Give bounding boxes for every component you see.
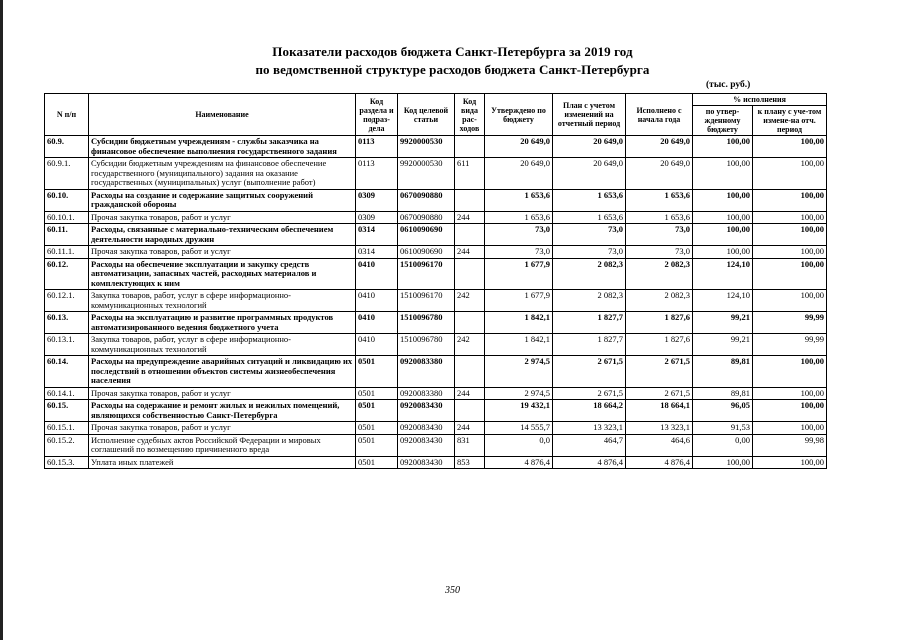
row-pct-plan: 100,00	[753, 211, 827, 224]
row-pct-approved: 100,00	[693, 158, 753, 190]
row-number: 60.11.	[45, 224, 89, 246]
row-section-code: 0309	[356, 211, 398, 224]
row-section-code: 0410	[356, 290, 398, 312]
row-pct-plan: 100,00	[753, 258, 827, 290]
row-type-code	[455, 356, 485, 388]
row-executed: 1 653,6	[626, 211, 693, 224]
budget-table	[44, 93, 827, 469]
row-target-code: 9920000530	[398, 136, 455, 158]
row-planned: 1 653,6	[553, 211, 626, 224]
row-section-code: 0501	[356, 422, 398, 435]
row-target-code: 1510096170	[398, 258, 455, 290]
row-pct-plan: 100,00	[753, 158, 827, 190]
row-pct-approved: 91,53	[693, 422, 753, 435]
row-name: Расходы на создание и содержание защитных сооружений гражданской обороны	[89, 189, 356, 211]
row-number: 60.15.1.	[45, 422, 89, 435]
header-type: Код вида рас-ходов	[455, 94, 485, 136]
table-row	[45, 189, 827, 211]
row-pct-approved: 100,00	[693, 136, 753, 158]
row-planned: 2 671,5	[553, 387, 626, 400]
row-type-code: 611	[455, 158, 485, 190]
row-number: 60.15.	[45, 400, 89, 422]
table-row	[45, 246, 827, 259]
row-number: 60.13.	[45, 312, 89, 334]
row-pct-plan: 100,00	[753, 400, 827, 422]
row-executed: 13 323,1	[626, 422, 693, 435]
row-planned: 2 082,3	[553, 290, 626, 312]
table-row	[45, 356, 827, 388]
table-row	[45, 211, 827, 224]
row-name: Расходы на содержание и ремонт жилых и нежилых помещений, являющихся собственностью Санкт-Петербурга	[89, 400, 356, 422]
row-section-code: 0113	[356, 158, 398, 190]
row-target-code: 0670090880	[398, 189, 455, 211]
row-pct-approved: 100,00	[693, 246, 753, 259]
row-executed: 2 082,3	[626, 258, 693, 290]
page-number: 350	[445, 585, 460, 596]
row-section-code: 0501	[356, 434, 398, 456]
row-planned: 73,0	[553, 224, 626, 246]
row-number: 60.15.2.	[45, 434, 89, 456]
row-section-code: 0501	[356, 400, 398, 422]
row-pct-approved: 99,21	[693, 312, 753, 334]
row-planned: 1 653,6	[553, 189, 626, 211]
row-pct-approved: 89,81	[693, 356, 753, 388]
row-approved: 1 677,9	[485, 290, 553, 312]
row-type-code: 831	[455, 434, 485, 456]
row-number: 60.13.1.	[45, 334, 89, 356]
row-number: 60.11.1.	[45, 246, 89, 259]
row-type-code	[455, 189, 485, 211]
row-approved: 1 677,9	[485, 258, 553, 290]
row-approved: 14 555,7	[485, 422, 553, 435]
row-target-code: 0670090880	[398, 211, 455, 224]
row-name: Расходы на эксплуатацию и развитие программных продуктов автоматизированного ведения бюджетного учета	[89, 312, 356, 334]
row-name: Закупка товаров, работ, услуг в сфере информационно-коммуникационных технологий	[89, 334, 356, 356]
row-pct-plan: 100,00	[753, 387, 827, 400]
row-number: 60.14.	[45, 356, 89, 388]
header-target: Код целевой статьи	[398, 94, 455, 136]
row-planned: 20 649,0	[553, 158, 626, 190]
row-planned: 4 876,4	[553, 456, 626, 469]
scan-edge	[0, 0, 3, 640]
row-section-code: 0410	[356, 312, 398, 334]
row-approved: 2 974,5	[485, 356, 553, 388]
row-type-code: 242	[455, 290, 485, 312]
row-planned: 2 082,3	[553, 258, 626, 290]
row-number: 60.14.1.	[45, 387, 89, 400]
row-number: 60.12.	[45, 258, 89, 290]
row-name: Исполнение судебных актов Российской Федерации и мировых соглашений по возмещению причиненного вреда	[89, 434, 356, 456]
row-pct-plan: 99,99	[753, 312, 827, 334]
document-title: Показатели расходов бюджета Санкт-Петербурга за 2019 год	[272, 44, 633, 59]
row-target-code: 0610090690	[398, 224, 455, 246]
row-number: 60.9.	[45, 136, 89, 158]
row-type-code	[455, 258, 485, 290]
row-executed: 73,0	[626, 224, 693, 246]
table-row	[45, 422, 827, 435]
row-approved: 19 432,1	[485, 400, 553, 422]
row-planned: 464,7	[553, 434, 626, 456]
header-section: Код раздела и подраз-дела	[356, 94, 398, 136]
row-executed: 20 649,0	[626, 136, 693, 158]
row-pct-approved: 89,81	[693, 387, 753, 400]
row-planned: 13 323,1	[553, 422, 626, 435]
row-name: Прочая закупка товаров, работ и услуг	[89, 246, 356, 259]
row-pct-approved: 100,00	[693, 224, 753, 246]
table-row	[45, 224, 827, 246]
header-name: Наименование	[89, 94, 356, 136]
row-planned: 1 827,7	[553, 334, 626, 356]
row-pct-plan: 100,00	[753, 422, 827, 435]
row-planned: 1 827,7	[553, 312, 626, 334]
row-approved: 20 649,0	[485, 158, 553, 190]
row-number: 60.10.1.	[45, 211, 89, 224]
header-approved: Утверждено по бюджету	[485, 94, 553, 136]
row-approved: 73,0	[485, 224, 553, 246]
row-pct-plan: 100,00	[753, 246, 827, 259]
row-section-code: 0410	[356, 258, 398, 290]
row-pct-plan: 100,00	[753, 224, 827, 246]
row-target-code: 0920083380	[398, 356, 455, 388]
row-target-code: 0920083430	[398, 422, 455, 435]
header-pct-approved: по утвер-жденному бюджету	[693, 106, 753, 136]
row-executed: 18 664,1	[626, 400, 693, 422]
row-target-code: 1510096170	[398, 290, 455, 312]
row-approved: 2 974,5	[485, 387, 553, 400]
header-planned: План с учетом изменений на отчетный период	[553, 94, 626, 136]
unit-label: (тыс. руб.)	[706, 80, 751, 90]
table-row	[45, 387, 827, 400]
row-executed: 2 671,5	[626, 356, 693, 388]
row-target-code: 0920083380	[398, 387, 455, 400]
row-target-code: 0610090690	[398, 246, 455, 259]
row-pct-approved: 124,10	[693, 258, 753, 290]
row-pct-plan: 100,00	[753, 189, 827, 211]
row-target-code: 0920083430	[398, 400, 455, 422]
row-pct-approved: 99,21	[693, 334, 753, 356]
row-name: Прочая закупка товаров, работ и услуг	[89, 422, 356, 435]
row-executed: 2 082,3	[626, 290, 693, 312]
row-section-code: 0309	[356, 189, 398, 211]
document-subtitle: по ведомственной структуре расходов бюджета Санкт-Петербурга	[255, 62, 650, 77]
row-type-code: 244	[455, 211, 485, 224]
row-planned: 73,0	[553, 246, 626, 259]
row-type-code: 853	[455, 456, 485, 469]
row-executed: 1 827,6	[626, 334, 693, 356]
row-executed: 464,6	[626, 434, 693, 456]
row-section-code: 0501	[356, 356, 398, 388]
row-executed: 1 653,6	[626, 189, 693, 211]
row-target-code: 9920000530	[398, 158, 455, 190]
row-executed: 4 876,4	[626, 456, 693, 469]
header-pct-group: % исполнения	[693, 94, 827, 106]
row-target-code: 1510096780	[398, 334, 455, 356]
row-name: Субсидии бюджетным учреждениям на финансовое обеспечение государственного (муниципального) задания на оказание государственных (муниципальных) услуг (выполнение работ)	[89, 158, 356, 190]
table-row	[45, 434, 827, 456]
row-section-code: 0410	[356, 334, 398, 356]
row-target-code: 0920083430	[398, 456, 455, 469]
row-approved: 20 649,0	[485, 136, 553, 158]
row-pct-approved: 0,00	[693, 434, 753, 456]
row-approved: 1 842,1	[485, 312, 553, 334]
row-target-code: 0920083430	[398, 434, 455, 456]
table-row	[45, 136, 827, 158]
row-type-code: 244	[455, 422, 485, 435]
row-type-code	[455, 400, 485, 422]
row-pct-approved: 100,00	[693, 211, 753, 224]
row-type-code	[455, 224, 485, 246]
row-approved: 1 842,1	[485, 334, 553, 356]
row-name: Расходы на обеспечение эксплуатации и закупку средств автоматизации, запасных частей, расходных материалов и комплектующих к ним	[89, 258, 356, 290]
table-row	[45, 158, 827, 190]
row-pct-approved: 124,10	[693, 290, 753, 312]
row-pct-plan: 100,00	[753, 290, 827, 312]
row-pct-plan: 100,00	[753, 136, 827, 158]
row-number: 60.10.	[45, 189, 89, 211]
row-pct-plan: 99,98	[753, 434, 827, 456]
row-executed: 1 827,6	[626, 312, 693, 334]
row-planned: 20 649,0	[553, 136, 626, 158]
row-section-code: 0501	[356, 456, 398, 469]
row-pct-plan: 100,00	[753, 456, 827, 469]
row-type-code	[455, 136, 485, 158]
row-number: 60.12.1.	[45, 290, 89, 312]
row-name: Прочая закупка товаров, работ и услуг	[89, 387, 356, 400]
row-pct-plan: 100,00	[753, 356, 827, 388]
table-row	[45, 312, 827, 334]
row-planned: 18 664,2	[553, 400, 626, 422]
row-section-code: 0314	[356, 224, 398, 246]
table-row	[45, 456, 827, 469]
row-planned: 2 671,5	[553, 356, 626, 388]
table-row	[45, 258, 827, 290]
row-section-code: 0113	[356, 136, 398, 158]
table-body	[45, 136, 827, 469]
table-row	[45, 334, 827, 356]
row-name: Прочая закупка товаров, работ и услуг	[89, 211, 356, 224]
header-pct-plan: к плану с уче-том измене-на отч. период	[753, 106, 827, 136]
row-approved: 0,0	[485, 434, 553, 456]
row-executed: 73,0	[626, 246, 693, 259]
row-type-code: 244	[455, 246, 485, 259]
table-row	[45, 290, 827, 312]
header-num: N п/п	[45, 94, 89, 136]
row-section-code: 0501	[356, 387, 398, 400]
row-approved: 1 653,6	[485, 211, 553, 224]
row-name: Расходы на предупреждение аварийных ситуаций и ликвидацию их последствий в отношении объектов системы жизнеобеспечения населения	[89, 356, 356, 388]
row-target-code: 1510096780	[398, 312, 455, 334]
row-type-code	[455, 312, 485, 334]
row-name: Расходы, связанные с материально-техническим обеспечением деятельности народных дружин	[89, 224, 356, 246]
row-name: Уплата иных платежей	[89, 456, 356, 469]
row-approved: 73,0	[485, 246, 553, 259]
row-section-code: 0314	[356, 246, 398, 259]
row-name: Закупка товаров, работ, услуг в сфере информационно-коммуникационных технологий	[89, 290, 356, 312]
row-pct-plan: 99,99	[753, 334, 827, 356]
row-name: Субсидии бюджетным учреждениям - службы заказчика на финансовое обеспечение выполнения государственного задания	[89, 136, 356, 158]
row-type-code: 242	[455, 334, 485, 356]
table-row	[45, 400, 827, 422]
row-number: 60.9.1.	[45, 158, 89, 190]
header-executed: Исполнено с начала года	[626, 94, 693, 136]
row-pct-approved: 100,00	[693, 456, 753, 469]
row-pct-approved: 100,00	[693, 189, 753, 211]
row-pct-approved: 96,05	[693, 400, 753, 422]
row-executed: 2 671,5	[626, 387, 693, 400]
row-executed: 20 649,0	[626, 158, 693, 190]
row-type-code: 244	[455, 387, 485, 400]
row-approved: 1 653,6	[485, 189, 553, 211]
row-number: 60.15.3.	[45, 456, 89, 469]
row-approved: 4 876,4	[485, 456, 553, 469]
